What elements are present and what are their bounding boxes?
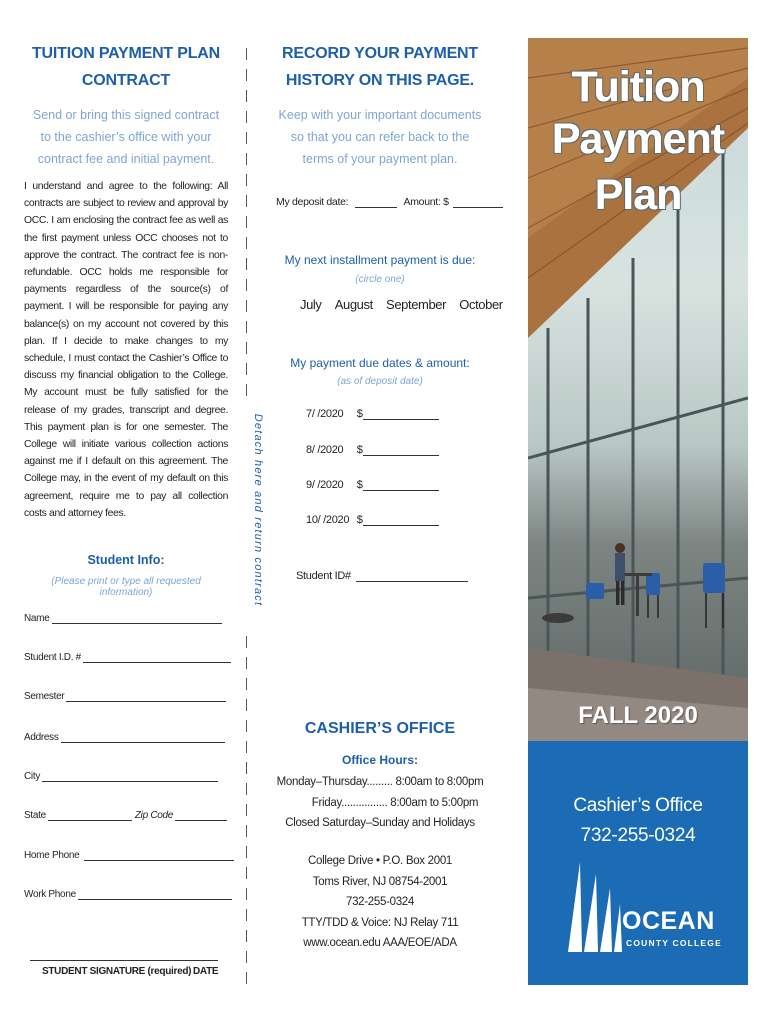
cover-title-line-3: Plan xyxy=(594,171,682,219)
due-date-row: 9/ /2020 $ xyxy=(306,479,439,491)
student-info-heading: Student Info: xyxy=(87,553,165,567)
perforation-dash xyxy=(246,132,247,144)
office-hours-heading: Office Hours: xyxy=(341,753,418,767)
perforation-dash xyxy=(246,678,247,690)
detach-instruction: Detach here and return contract xyxy=(252,413,264,607)
perforation-dash xyxy=(246,762,247,774)
office-hours: Monday–Thursday......... 8:00am to 8:00pm Friday................ 8:00am to 5:00pm Closed Saturday–Sunday and Holidays xyxy=(276,776,484,829)
due-dates-heading: My payment due dates & amount: xyxy=(290,356,470,370)
deposit-date-line[interactable] xyxy=(355,196,397,208)
address-line[interactable] xyxy=(61,731,225,743)
cashier-heading: CASHIER’S OFFICE xyxy=(304,720,456,737)
work-phone-line[interactable] xyxy=(78,888,232,900)
perforation-dash xyxy=(246,804,247,816)
next-installment-heading: My next installment payment is due: xyxy=(284,253,476,267)
due-date-row: 8/ /2020 $ xyxy=(306,444,439,456)
state-line[interactable] xyxy=(48,809,132,821)
perforation-dash xyxy=(246,636,247,648)
perforation-dash xyxy=(246,300,247,312)
student-info-note: (Please print or type all requested information) xyxy=(51,576,201,598)
signature-line[interactable] xyxy=(30,960,218,961)
perforation-dash xyxy=(246,153,247,165)
address-field[interactable]: Address xyxy=(24,731,225,743)
perforation-dash xyxy=(246,909,247,921)
perforation-dash xyxy=(246,741,247,753)
term-label: FALL 2020 xyxy=(578,702,698,729)
history-title: RECORD YOUR PAYMENT HISTORY ON THIS PAGE. xyxy=(282,45,478,89)
cover-blue-panel xyxy=(528,741,748,985)
perforation-dash xyxy=(246,111,247,123)
perforation-dash xyxy=(246,174,247,186)
perforation-dash xyxy=(246,888,247,900)
amount-7-line[interactable] xyxy=(363,408,439,420)
contract-instructions: Send or bring this signed contract to the cashier’s office with your contract fee and initial payment. xyxy=(32,108,220,166)
perforation-dash xyxy=(246,699,247,711)
logo-wordmark: OCEAN xyxy=(622,907,715,935)
as-of-deposit-note: (as of deposit date) xyxy=(337,376,423,387)
name-field[interactable]: Name xyxy=(24,612,222,624)
perforation-dash xyxy=(246,69,247,81)
amount-9-line[interactable] xyxy=(363,479,439,491)
amount-10-line[interactable] xyxy=(363,514,439,526)
cover-phone: 732-255-0324 xyxy=(580,825,696,846)
month-august[interactable]: August xyxy=(334,297,373,312)
perforation-dash xyxy=(246,90,247,102)
perforation-dash xyxy=(246,342,247,354)
home-phone-field[interactable]: Home Phone xyxy=(24,849,234,861)
city-line[interactable] xyxy=(42,770,218,782)
perforation-dash xyxy=(246,972,247,984)
perforation-dash xyxy=(246,825,247,837)
website-link[interactable]: www.ocean.edu AAA/EOE/ADA xyxy=(303,937,457,949)
perforation-dash xyxy=(246,363,247,375)
payment-history-column xyxy=(270,40,490,170)
state-zip-field[interactable]: State Zip Code xyxy=(24,809,227,821)
work-phone-field[interactable]: Work Phone xyxy=(24,888,232,900)
semester-line[interactable] xyxy=(66,690,226,702)
contract-title: TUITION PAYMENT PLAN CONTRACT xyxy=(31,45,220,89)
perforation-dash xyxy=(246,321,247,333)
amount-line[interactable] xyxy=(453,196,503,208)
perforation-dash xyxy=(246,867,247,879)
month-july[interactable]: July xyxy=(300,297,322,312)
perforation-dash xyxy=(246,279,247,291)
cover-office-label: Cashier’s Office xyxy=(573,795,703,816)
amount-8-line[interactable] xyxy=(363,444,439,456)
zip-line[interactable] xyxy=(175,809,227,821)
deposit-row: My deposit date: Amount: $ xyxy=(276,196,503,208)
cover-title-line-1: Tuition xyxy=(571,63,705,111)
college-address: College Drive • P.O. Box 2001 Toms River, NJ 08754-2001 732-255-0324 TTY/TDD & Voice: NJ Relay 711 www.ocean.edu AAA/EOE/ADA xyxy=(262,851,498,954)
perforation-dash xyxy=(246,951,247,963)
perforation-dash xyxy=(246,930,247,942)
month-september[interactable]: September xyxy=(386,297,447,312)
perforation-dash xyxy=(246,657,247,669)
student-figure xyxy=(615,543,625,605)
perforation-dash xyxy=(246,195,247,207)
student-id-line[interactable] xyxy=(83,651,231,663)
due-date-row: 7/ /2020 $ xyxy=(306,408,439,420)
semester-field[interactable]: Semester xyxy=(24,690,226,702)
student-id-row: Student ID# xyxy=(296,570,468,582)
logo-subtitle: COUNTY COLLEGE xyxy=(626,938,722,948)
month-october[interactable]: October xyxy=(459,297,503,312)
contract-column xyxy=(24,40,228,522)
due-date-row: 10/ /2020 $ xyxy=(306,514,439,526)
home-phone-line[interactable] xyxy=(84,849,234,861)
month-options xyxy=(300,297,503,312)
date-label: DATE xyxy=(193,966,219,977)
sailboat-logo-icon xyxy=(566,860,624,956)
perforation-dash xyxy=(246,258,247,270)
perforation-dash xyxy=(246,216,247,228)
agreement-text: I understand and agree to the following: All contracts are subject to review and approval by OCC. I am enclosing the contract fee as well as the first payment unless OCC chooses not to approve the contract. The contract fee is non-refundable. OCC holds me responsible for payments regardless of the source(s) of payment. I will be responsible for paying any balance(s) on my account not covered by this plan. If I decide to make changes to my schedule, I must contact the Cashier’s Office to discuss my financial obligation to the College. My account must be fully satisfied for the release of my grades, transcript and degree. This payment plan is for one semester. The College will initiate various collection actions against me if I default on this agreement. The College may, in the event of my default on this agreement, require me to pay all collection costs and attorney fees. xyxy=(24,181,228,519)
perforation-dash xyxy=(246,846,247,858)
perforation-dash xyxy=(246,48,247,60)
name-line[interactable] xyxy=(52,612,222,624)
cover-title-line-2: Payment xyxy=(551,115,725,163)
signature-label: STUDENT SIGNATURE (required) xyxy=(42,966,192,977)
student-id-field[interactable]: Student I.D. # xyxy=(24,651,231,663)
perforation-dash xyxy=(246,237,247,249)
circle-one-note: (circle one) xyxy=(355,274,405,285)
perforation-dash xyxy=(246,384,247,396)
history-instructions: Keep with your important documents so that you can refer back to the terms of your payment plan. xyxy=(278,108,482,166)
blue-chairs xyxy=(586,563,725,599)
perforation-dash xyxy=(246,720,247,732)
perforation-dash xyxy=(246,783,247,795)
city-field[interactable]: City xyxy=(24,770,218,782)
history-student-id-line[interactable] xyxy=(356,570,468,582)
